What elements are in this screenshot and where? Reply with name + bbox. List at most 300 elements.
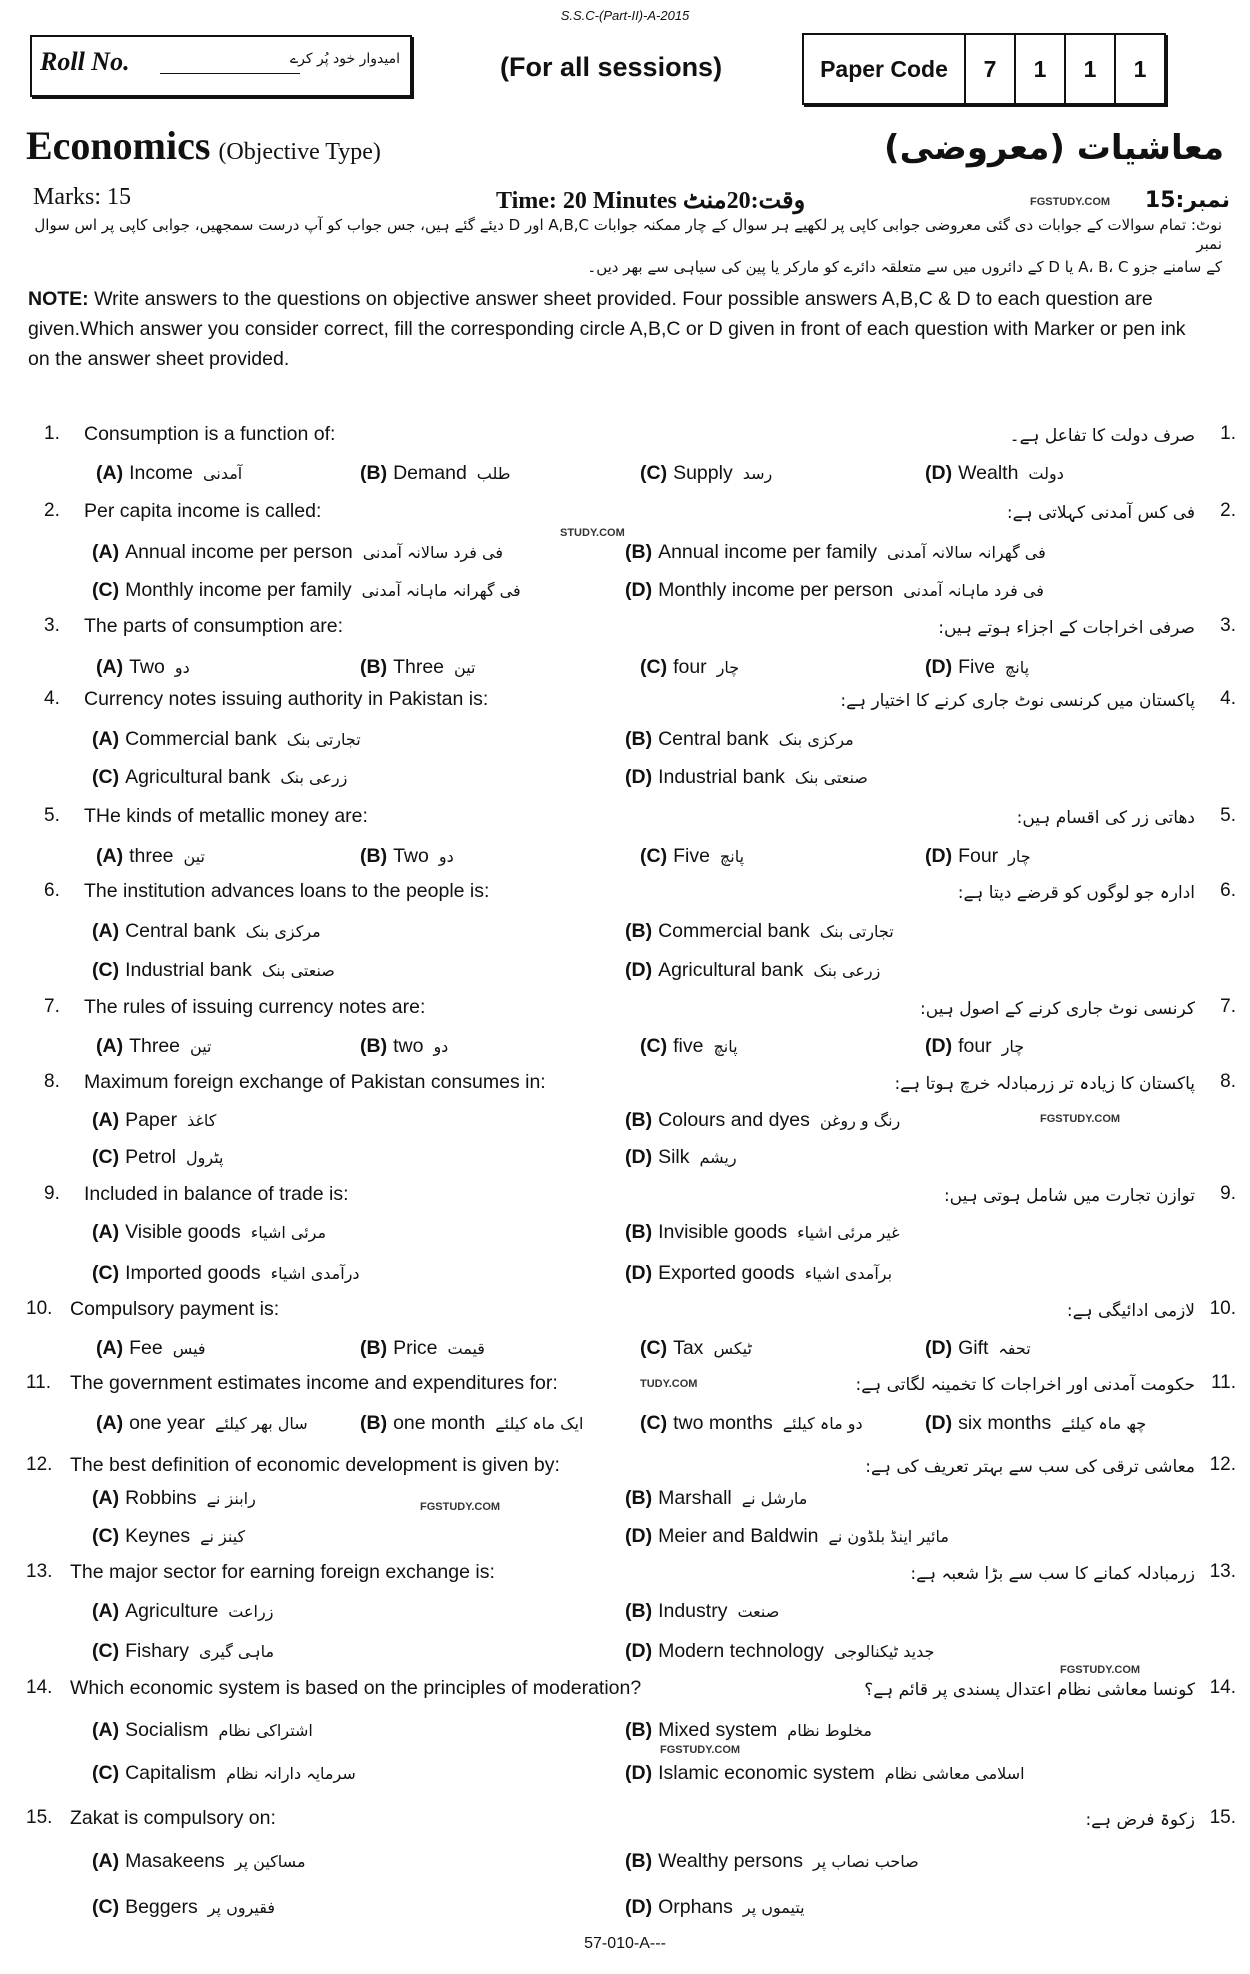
option-urdu: زرعی بنک: [280, 768, 348, 787]
option-text: Agricultural bank: [125, 766, 271, 788]
question-urdu: صرف دولت کا تفاعل ہے۔: [1009, 426, 1195, 446]
option-urdu: مرئی اشیاء: [250, 1223, 327, 1242]
answer-option-d: [925, 1035, 1024, 1058]
answer-option-c: [640, 462, 772, 485]
option-text: Wealth: [958, 462, 1019, 484]
option-urdu: درآمدی اشیاء: [270, 1264, 360, 1283]
option-text: Socialism: [125, 1719, 209, 1741]
question-text: The major sector for earning foreign exchange is:: [70, 1561, 495, 1583]
roll-number-label: Roll No.: [40, 47, 130, 76]
option-text: Monthly income per family: [125, 579, 352, 601]
option-letter: (B): [360, 1337, 388, 1359]
option-urdu: ٹیکس: [713, 1339, 752, 1358]
question-number: 15.: [26, 1807, 53, 1828]
answer-option-a: [96, 1412, 308, 1435]
question-urdu: دھاتی زر کی اقسام ہیں:: [1016, 808, 1195, 828]
paper-title: [26, 122, 381, 169]
option-urdu: جدید ٹیکنالوجی: [833, 1642, 935, 1661]
note-text: Write answers to the questions on objective answer sheet provided. Four possible answers A,B,C & D to each question are given.Which answer you consider correct, fill the corresponding circle A,B,C or D given in front of each question with Marker or pen ink on the answer sheet provided.: [28, 288, 1186, 370]
option-urdu: فی گھرانہ سالانہ آمدنی: [887, 543, 1046, 562]
answer-option-c: [640, 1337, 752, 1360]
option-letter: (A): [96, 845, 124, 867]
watermark-text: FGSTUDY.COM: [660, 1744, 741, 1756]
option-urdu: قیمت: [447, 1339, 485, 1358]
option-text: Paper: [125, 1109, 178, 1131]
question-number-urdu: 9.: [1220, 1183, 1236, 1204]
answer-option-a: [92, 1221, 326, 1244]
option-letter: (D): [625, 766, 653, 788]
answer-option-c: [92, 959, 335, 982]
question-text: Maximum foreign exchange of Pakistan consumes in:: [84, 1071, 546, 1093]
option-letter: (A): [96, 1412, 124, 1434]
answer-option-c: [92, 1262, 360, 1285]
option-letter: (C): [640, 1035, 668, 1057]
option-letter: (C): [92, 1640, 120, 1662]
option-letter: (B): [625, 1109, 653, 1131]
answer-option-b: [625, 1221, 900, 1244]
paper-code-digit: 7: [966, 35, 1016, 103]
watermark-text: FGSTUDY.COM: [1030, 196, 1111, 208]
question-text: Compulsory payment is:: [70, 1298, 280, 1320]
option-letter: (A): [92, 1109, 120, 1131]
question-number: 9.: [44, 1183, 60, 1204]
option-text: Tax: [673, 1337, 704, 1359]
option-letter: (B): [360, 1412, 388, 1434]
option-urdu: ماہی گیری: [199, 1642, 275, 1661]
option-letter: (A): [96, 462, 124, 484]
option-letter: (D): [625, 1640, 653, 1662]
option-text: Orphans: [658, 1896, 733, 1918]
option-urdu: سرمایہ دارانہ نظام: [226, 1764, 356, 1783]
answer-option-a: [96, 1035, 212, 1058]
option-text: Price: [393, 1337, 438, 1359]
option-text: Fee: [129, 1337, 163, 1359]
paper-code-label: Paper Code: [804, 35, 966, 103]
option-letter: (A): [92, 920, 120, 942]
answer-option-c: [92, 1525, 245, 1548]
option-text: five: [673, 1035, 704, 1057]
question-text: The rules of issuing currency notes are:: [84, 996, 426, 1018]
option-urdu: دو: [438, 847, 454, 866]
option-letter: (B): [625, 541, 653, 563]
question-number: 14.: [26, 1677, 53, 1698]
question-number: 11.: [26, 1372, 52, 1393]
option-letter: (C): [92, 766, 120, 788]
answer-option-d: [625, 1525, 949, 1548]
option-letter: (D): [625, 959, 653, 981]
option-text: two: [393, 1035, 424, 1057]
question-urdu: کونسا معاشی نظام اعتدال پسندی پر قائم ہے؟: [864, 1680, 1195, 1700]
option-text: Fishary: [125, 1640, 190, 1662]
question-urdu: پاکستان کا زیادہ تر زرمبادلہ خرچ ہوتا ہے:: [894, 1074, 1195, 1094]
option-text: Capitalism: [125, 1762, 217, 1784]
option-letter: (B): [625, 1850, 653, 1872]
option-urdu: چھ ماہ کیلئے: [1061, 1414, 1147, 1433]
option-letter: (B): [360, 1035, 388, 1057]
option-urdu: صنعتی بنک: [261, 961, 335, 980]
question-urdu: زرمبادلہ کمانے کا سب سے بڑا شعبہ ہے:: [910, 1564, 1195, 1584]
option-letter: (C): [640, 656, 668, 678]
option-letter: (A): [92, 1221, 120, 1243]
option-text: Annual income per family: [658, 541, 878, 563]
time-label: Time: 20 Minutes وقت:20منٹ: [496, 188, 806, 214]
question-number-urdu: 12.: [1209, 1454, 1236, 1475]
answer-option-b: [360, 656, 476, 679]
answer-option-a: [92, 1850, 306, 1873]
watermark-text: STUDY.COM: [560, 527, 625, 539]
answer-option-c: [92, 1146, 224, 1169]
answer-option-d: [925, 845, 1031, 868]
option-letter: (C): [92, 1762, 120, 1784]
option-text: one month: [393, 1412, 486, 1434]
option-text: Visible goods: [125, 1221, 241, 1243]
option-urdu: رسد: [742, 464, 773, 483]
answer-option-c: [640, 656, 739, 679]
option-urdu: فقیروں پر: [207, 1898, 275, 1917]
option-letter: (C): [92, 1146, 120, 1168]
question-number-urdu: 2.: [1220, 500, 1236, 521]
question-number: 10.: [26, 1298, 53, 1319]
option-text: four: [673, 656, 707, 678]
answer-option-c: [92, 579, 521, 602]
option-urdu: دولت: [1028, 464, 1064, 483]
marks-label: Marks: 15: [33, 184, 131, 210]
option-letter: (C): [92, 1262, 120, 1284]
option-text: Meier and Baldwin: [658, 1525, 819, 1547]
option-urdu: کینز نے: [200, 1527, 246, 1546]
question-number-urdu: 7.: [1220, 996, 1236, 1017]
answer-option-a: [92, 1109, 216, 1132]
option-urdu: ریشم: [699, 1148, 737, 1167]
option-urdu: آمدنی: [203, 464, 243, 483]
answer-option-b: [360, 1035, 448, 1058]
answer-option-d: [925, 1412, 1146, 1435]
watermark-text: FGSTUDY.COM: [420, 1501, 501, 1513]
option-urdu: مساکین پر: [234, 1852, 306, 1871]
option-letter: (B): [625, 1600, 653, 1622]
option-text: Five: [673, 845, 710, 867]
option-urdu: فی فرد ماہانہ آمدنی: [903, 581, 1044, 600]
option-text: Agriculture: [125, 1600, 219, 1622]
option-letter: (D): [925, 656, 953, 678]
answer-option-a: [96, 845, 205, 868]
answer-option-c: [640, 845, 744, 868]
option-urdu: ایک ماہ کیلئے: [495, 1414, 584, 1433]
answer-option-c: [92, 1896, 275, 1919]
watermark-text: TUDY.COM: [640, 1378, 698, 1390]
question-text: Zakat is compulsory on:: [70, 1807, 276, 1829]
option-text: Agricultural bank: [658, 959, 804, 981]
question-number: 8.: [44, 1071, 60, 1092]
option-urdu: طلب: [476, 464, 511, 483]
option-text: Industrial bank: [658, 766, 785, 788]
option-letter: (A): [92, 1719, 120, 1741]
answer-option-d: [925, 656, 1029, 679]
option-text: Three: [129, 1035, 181, 1057]
option-urdu: صاحب نصاب پر: [812, 1852, 919, 1871]
option-letter: (D): [625, 1762, 653, 1784]
option-urdu: رنگ و روغن: [819, 1111, 901, 1130]
option-letter: (A): [92, 1600, 120, 1622]
option-text: Masakeens: [125, 1850, 225, 1872]
answer-option-a: [92, 920, 321, 943]
question-number: 4.: [44, 688, 60, 709]
answer-option-a: [92, 728, 361, 751]
answer-option-b: [625, 541, 1046, 564]
question-number: 3.: [44, 615, 60, 636]
option-urdu: پانچ: [719, 847, 745, 866]
answer-option-a: [96, 656, 190, 679]
option-urdu: اشتراکی نظام: [218, 1721, 313, 1740]
option-letter: (A): [96, 1337, 124, 1359]
answer-option-c: [92, 766, 347, 789]
question-number-urdu: 14.: [1209, 1677, 1236, 1698]
marks-urdu: نمبر:15: [1144, 188, 1230, 213]
question-urdu: معاشی ترقی کی سب سے بہتر تعریف کی ہے:: [865, 1457, 1195, 1477]
option-urdu: فی فرد سالانہ آمدنی: [362, 543, 503, 562]
answer-option-c: [92, 1640, 274, 1663]
answer-option-d: [625, 579, 1044, 602]
answer-option-d: [925, 462, 1064, 485]
option-letter: (C): [92, 579, 120, 601]
option-urdu: مخلوط نظام: [787, 1721, 872, 1740]
answer-option-b: [625, 1109, 900, 1132]
option-text: Invisible goods: [658, 1221, 788, 1243]
question-number: 12.: [26, 1454, 53, 1475]
answer-option-a: [92, 1719, 313, 1742]
question-number: 2.: [44, 500, 60, 521]
answer-option-c: [640, 1035, 738, 1058]
answer-option-a: [92, 1487, 256, 1510]
option-text: Silk: [658, 1146, 690, 1168]
option-text: Gift: [958, 1337, 989, 1359]
roll-number-box: [30, 35, 412, 97]
option-letter: (A): [92, 1850, 120, 1872]
option-text: two months: [673, 1412, 773, 1434]
option-letter: (D): [625, 579, 653, 601]
roll-number-urdu: امیدوار خود پُر کرے: [289, 51, 400, 67]
question-number-urdu: 4.: [1220, 688, 1236, 709]
option-letter: (D): [625, 1146, 653, 1168]
question-urdu: کرنسی نوٹ جاری کرنے کے اصول ہیں:: [920, 999, 1195, 1019]
option-text: Exported goods: [658, 1262, 795, 1284]
option-urdu: پانچ: [1004, 658, 1030, 677]
answer-option-b: [625, 1719, 872, 1742]
option-letter: (D): [925, 845, 953, 867]
paper-code-digit: 1: [1016, 35, 1066, 103]
option-letter: (A): [96, 1035, 124, 1057]
option-text: Five: [958, 656, 995, 678]
answer-option-d: [625, 1896, 805, 1919]
option-text: Supply: [673, 462, 733, 484]
question-urdu: زکوۃ فرض ہے:: [1085, 1810, 1195, 1830]
question-urdu: فی کس آمدنی کہلاتی ہے:: [1006, 503, 1195, 523]
option-letter: (D): [925, 1412, 953, 1434]
option-urdu: چار: [716, 658, 740, 677]
question-text: The institution advances loans to the people is:: [84, 880, 490, 902]
option-urdu: تین: [454, 658, 476, 677]
answer-option-b: [625, 920, 894, 943]
option-text: Two: [393, 845, 429, 867]
option-letter: (B): [625, 920, 653, 942]
question-urdu: ادارہ جو لوگوں کو قرضے دیتا ہے:: [957, 883, 1195, 903]
question-urdu: لازمی ادائیگی ہے:: [1066, 1301, 1195, 1321]
option-letter: (C): [92, 1525, 120, 1547]
paper-code-digit: 1: [1066, 35, 1116, 103]
option-text: three: [129, 845, 174, 867]
watermark-text: FGSTUDY.COM: [1040, 1113, 1121, 1125]
note-urdu-line-1: نوٹ: تمام سوالات کے جوابات دی گئی معروضی جوابی کاپی پر لکھیے ہر سوال کے چار ممکنہ جوابات A,B,C اور D دیئے گئے ہیں، جس جواب کو آپ درست سمجھیں، جوابی کاپی پر اس سوال نمبر: [34, 216, 1222, 253]
option-letter: (A): [92, 1487, 120, 1509]
question-number: 1.: [44, 423, 60, 444]
option-letter: (C): [640, 1412, 668, 1434]
question-urdu: حکومت آمدنی اور اخراجات کا تخمینہ لگاتی ہے:: [855, 1375, 1195, 1395]
option-urdu: اسلامی معاشی نظام: [884, 1764, 1025, 1783]
answer-option-b: [625, 728, 854, 751]
option-urdu: سال بھر کیلئے: [214, 1414, 308, 1433]
option-text: Industrial bank: [125, 959, 252, 981]
question-urdu: توازن تجارت میں شامل ہوتی ہیں:: [943, 1186, 1195, 1206]
answer-option-d: [625, 1262, 892, 1285]
option-text: Marshall: [658, 1487, 732, 1509]
option-letter: (A): [96, 656, 124, 678]
paper-footer-code: 57-010-A---: [584, 1935, 666, 1952]
option-letter: (D): [925, 1337, 953, 1359]
option-letter: (B): [360, 656, 388, 678]
question-number-urdu: 1.: [1220, 423, 1236, 444]
option-letter: (B): [625, 1221, 653, 1243]
option-urdu: دو: [174, 658, 190, 677]
note-urdu-line-2: کے سامنے جزو A، B، C یا D کے دائروں میں سے متعلقہ دائرے کو مارکر یا پین کی سیاہی سے بھر دیں۔: [587, 258, 1222, 276]
option-text: one year: [129, 1412, 205, 1434]
watermark-text: FGSTUDY.COM: [1060, 1664, 1141, 1676]
option-urdu: پٹرول: [186, 1148, 224, 1167]
option-urdu: صنعت: [737, 1602, 780, 1621]
answer-option-b: [360, 1412, 583, 1435]
question-number: 13.: [26, 1561, 53, 1582]
option-urdu: پانچ: [713, 1037, 738, 1056]
option-text: Demand: [393, 462, 467, 484]
board-header: S.S.C-(Part-II)-A-2015: [560, 8, 690, 23]
option-text: Three: [393, 656, 445, 678]
option-letter: (A): [92, 728, 120, 750]
question-number-urdu: 8.: [1220, 1071, 1236, 1092]
option-text: Central bank: [658, 728, 769, 750]
question-text: Currency notes issuing authority in Pakistan is:: [84, 688, 489, 710]
option-text: Two: [129, 656, 165, 678]
question-number: 6.: [44, 880, 60, 901]
answer-option-b: [625, 1487, 807, 1510]
answer-option-c: [92, 1762, 356, 1785]
option-letter: (C): [92, 1896, 120, 1918]
option-text: Income: [129, 462, 194, 484]
question-text: The best definition of economic development is given by:: [70, 1454, 560, 1476]
question-text: Per capita income is called:: [84, 500, 322, 522]
option-letter: (D): [925, 462, 953, 484]
option-letter: (C): [640, 462, 668, 484]
option-urdu: زرعی بنک: [813, 961, 881, 980]
option-urdu: فی گھرانہ ماہانہ آمدنی: [361, 581, 521, 600]
option-letter: (C): [640, 845, 668, 867]
answer-option-b: [625, 1600, 779, 1623]
option-text: Beggers: [125, 1896, 198, 1918]
answer-option-b: [360, 462, 511, 485]
option-text: Wealthy persons: [658, 1850, 803, 1872]
question-number-urdu: 13.: [1209, 1561, 1236, 1582]
answer-option-c: [640, 1412, 863, 1435]
option-text: Petrol: [125, 1146, 177, 1168]
answer-option-a: [92, 541, 503, 564]
option-text: Industry: [658, 1600, 728, 1622]
option-urdu: تجارتی بنک: [819, 922, 894, 941]
option-urdu: رابنز نے: [206, 1489, 256, 1508]
option-text: six months: [958, 1412, 1052, 1434]
question-text: Included in balance of trade is:: [84, 1183, 349, 1205]
answer-option-d: [625, 1146, 737, 1169]
option-urdu: مرکزی بنک: [245, 922, 321, 941]
option-text: Commercial bank: [125, 728, 277, 750]
paper-code-digit: 1: [1133, 55, 1147, 82]
answer-option-d: [925, 1337, 1031, 1360]
option-text: Modern technology: [658, 1640, 824, 1662]
option-letter: (B): [625, 1487, 653, 1509]
question-number-urdu: 3.: [1220, 615, 1236, 636]
option-urdu: تین: [190, 1037, 212, 1056]
option-urdu: چار: [1001, 1037, 1025, 1056]
option-letter: (D): [625, 1525, 653, 1547]
question-text: The parts of consumption are:: [84, 615, 344, 637]
option-urdu: یتیموں پر: [742, 1898, 805, 1917]
option-urdu: غیر مرئی اشیاء: [797, 1223, 900, 1242]
option-urdu: برآمدی اشیاء: [804, 1264, 893, 1283]
option-urdu: کاغذ: [187, 1111, 217, 1130]
answer-option-b: [360, 1337, 485, 1360]
option-urdu: فیس: [172, 1339, 206, 1358]
question-number-urdu: 5.: [1220, 805, 1236, 826]
answer-option-b: [625, 1850, 919, 1873]
option-urdu: دو ماہ کیلئے: [782, 1414, 863, 1433]
question-number-urdu: 11.: [1210, 1372, 1236, 1393]
question-text: Consumption is a function of:: [84, 423, 336, 445]
question-urdu: پاکستان میں کرنسی نوٹ جاری کرنے کا اختیار ہے:: [840, 691, 1195, 711]
option-letter: (D): [925, 1035, 953, 1057]
subject-title: Economics: [26, 123, 211, 168]
answer-option-a: [96, 1337, 206, 1360]
paper-code-box: [802, 33, 1166, 105]
sessions-label: (For all sessions): [500, 52, 723, 82]
option-text: Monthly income per person: [658, 579, 894, 601]
option-urdu: زراعت: [228, 1602, 274, 1621]
option-text: four: [958, 1035, 992, 1057]
option-letter: (B): [625, 1719, 653, 1741]
question-text: THe kinds of metallic money are:: [84, 805, 368, 827]
answer-option-d: [625, 766, 868, 789]
option-urdu: مارشل نے: [741, 1489, 808, 1508]
roll-number-field[interactable]: [160, 73, 300, 74]
option-text: Central bank: [125, 920, 236, 942]
option-urdu: تحفہ: [998, 1339, 1031, 1358]
instructions-note: [28, 284, 1208, 374]
option-text: Four: [958, 845, 999, 867]
option-text: Mixed system: [658, 1719, 778, 1741]
option-text: Robbins: [125, 1487, 197, 1509]
option-text: Commercial bank: [658, 920, 810, 942]
question-number-urdu: 15.: [1209, 1807, 1236, 1828]
option-letter: (C): [92, 959, 120, 981]
question-text: The government estimates income and expenditures for:: [70, 1372, 558, 1394]
answer-option-d: [625, 959, 880, 982]
option-letter: (B): [360, 462, 388, 484]
